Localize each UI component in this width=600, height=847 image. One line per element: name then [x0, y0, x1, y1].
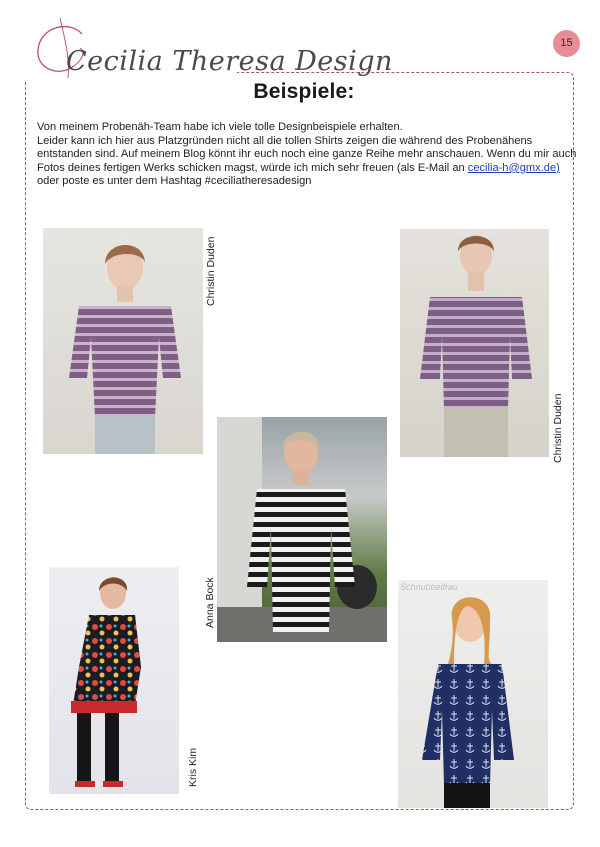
person-illustration [43, 228, 203, 454]
person-illustration [49, 567, 179, 794]
photo-caption: Kris Kim [187, 747, 199, 787]
brand-name: Cecilia Theresa Design [66, 46, 393, 77]
photo-caption: Christin Duden [552, 393, 564, 463]
page-number-badge: 15 [553, 30, 580, 57]
photo-watermark: Schnubbelfrau [400, 582, 459, 592]
person-illustration [400, 229, 549, 457]
intro-line-3: oder poste es unter dem Hashtag #ceciliatheresadesign [37, 175, 312, 188]
intro-text [37, 121, 577, 189]
brand-logo [38, 24, 393, 84]
intro-paragraph [37, 135, 577, 189]
person-illustration [398, 580, 548, 808]
intro-line-1: Von meinem Probenäh-Team habe ich viele tolle Designbeispiele erhalten. [37, 121, 403, 133]
example-photo-5 [398, 580, 548, 808]
intro-line-2: Leider kann ich hier aus Platzgründen nicht all die tollen Shirts zeigen die während des Probenähens entstanden sind. Auf meinem Blog könnt ihr euch noch eine ganze Reihe mehr anschauen. Wenn du mir auch Fotos deines fertigen Werks schicken magst, würde ich mich sehr freuen (als E-Mail an [37, 134, 577, 174]
photo-caption: Christin Duden [205, 236, 217, 306]
person-illustration [217, 417, 387, 642]
page-title: Beispiele: [253, 80, 355, 103]
photo-caption: Anna Bock [204, 577, 216, 628]
example-photo-1 [43, 228, 203, 454]
example-photo-2 [400, 229, 549, 457]
example-photo-4 [49, 567, 179, 794]
email-link[interactable]: cecilia-h@gmx.de) [467, 161, 560, 174]
example-photo-3 [217, 417, 387, 642]
